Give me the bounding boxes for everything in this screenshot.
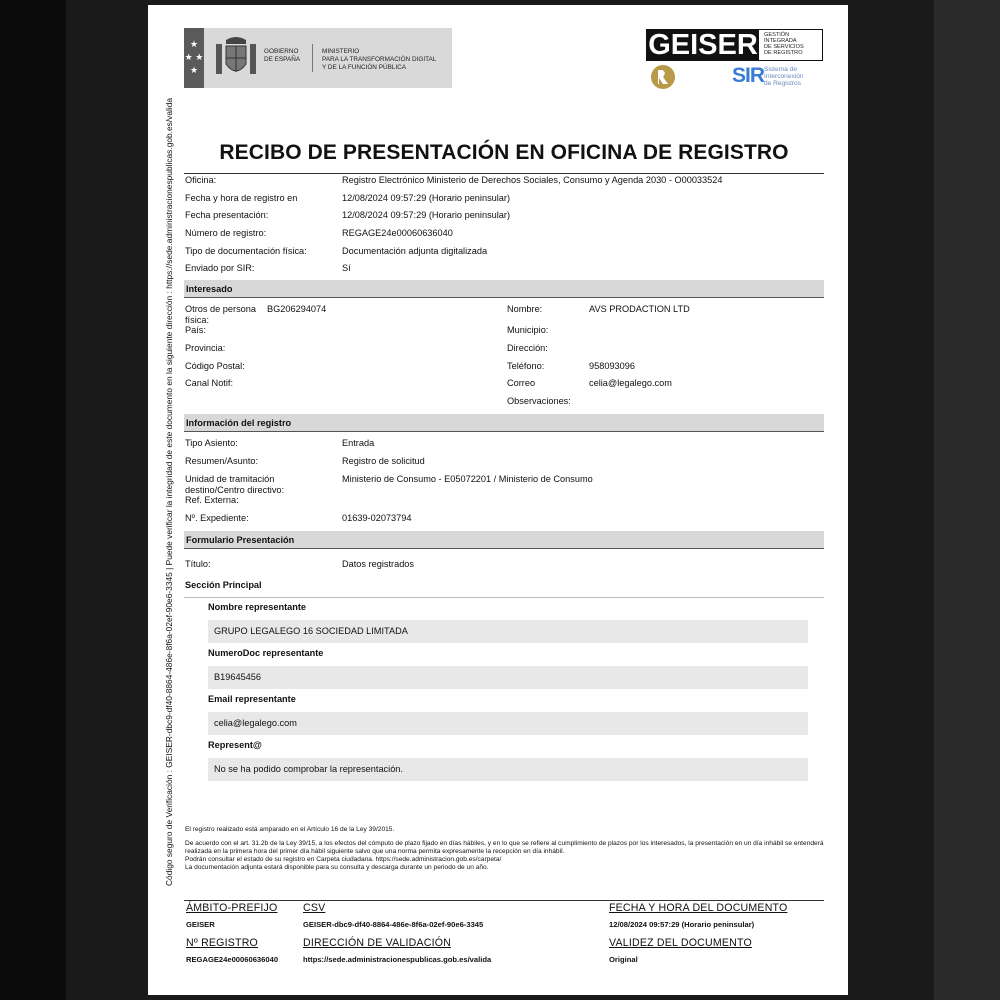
numerodoc-representante-label: NumeroDoc representante — [208, 648, 324, 658]
fecha-documento-value: 12/08/2024 09:57:29 (Horario peninsular) — [609, 920, 755, 929]
resumen-asunto-value: Registro de solicitud — [342, 456, 425, 466]
nombre-representante-label: Nombre representante — [208, 602, 307, 612]
tipo-asiento-label: Tipo Asiento: — [185, 438, 238, 448]
info-registro-section-header: Información del registro — [184, 414, 824, 432]
coat-of-arms-icon — [214, 34, 258, 82]
validez-documento-label: VALIDEZ DEL DOCUMENTO — [609, 937, 752, 949]
ref-externa-label: Ref. Externa: — [185, 495, 239, 505]
titulo-label: Título: — [185, 559, 211, 569]
canal-notif-label: Canal Notif: — [185, 378, 234, 388]
sir-logo: SIR — [732, 64, 765, 87]
fecha-registro-value: 12/08/2024 09:57:29 (Horario peninsular) — [342, 193, 511, 203]
oficina-value: Registro Electrónico Ministerio de Derechos Sociales, Consumo y Agenda 2030 - O00033524 — [342, 175, 723, 185]
ambito-prefijo-label: ÁMBITO-PREFIJO — [186, 902, 278, 914]
tipo-documentacion-value: Documentación adjunta digitalizada — [342, 246, 488, 256]
numerodoc-representante-value: B19645456 — [208, 666, 808, 689]
interesado-section-header: Interesado — [184, 280, 824, 298]
pais-label: País: — [185, 325, 206, 335]
seccion-principal-heading: Sección Principal — [185, 580, 262, 590]
oficina-label: Oficina: — [185, 175, 217, 185]
document-title: RECIBO DE PRESENTACIÓN EN OFICINA DE REGISTRO — [219, 141, 789, 164]
registry-seal-icon — [650, 64, 676, 90]
footer-divider — [184, 900, 824, 901]
formulario-section-header: Formulario Presentación — [184, 531, 824, 549]
nombre-representante-value: GRUPO LEGALEGO 16 SOCIEDAD LIMITADA — [208, 620, 808, 643]
geiser-subtitle: GESTIÓN INTEGRADA DE SERVICIOS DE REGISTRO — [764, 32, 804, 56]
ministerio-label: MINISTERIO PARA LA TRANSFORMACIÓN DIGITAL Y DE LA FUNCIÓN PÚBLICA — [322, 48, 437, 71]
csv-label: CSV — [303, 902, 326, 914]
correo-value: celia@legalego.com — [589, 378, 672, 388]
legal-availability-note: La documentación adjunta estará disponible para su consulta y descarga durante un periodo de un año. — [185, 864, 489, 871]
logo-separator — [312, 44, 313, 72]
email-representante-label: Email representante — [208, 694, 296, 704]
fecha-registro-label: Fecha y hora de registro en — [185, 193, 298, 203]
geiser-wordmark: GEISER — [648, 29, 758, 61]
ambito-prefijo-value: GEISER — [186, 920, 215, 929]
represent-label: Represent@ — [208, 740, 262, 750]
unidad-tramitacion-label: Unidad de tramitación destino/Centro directivo: — [185, 474, 285, 495]
otros-persona-value: BG206294074 — [267, 304, 327, 314]
tipo-documentacion-label: Tipo de documentación física: — [185, 246, 307, 256]
enviado-sir-value: Sí — [342, 263, 351, 273]
represent-value: No se ha podido comprobar la representación. — [208, 758, 808, 781]
municipio-label: Municipio: — [507, 325, 549, 335]
fecha-presentacion-value: 12/08/2024 09:57:29 (Horario peninsular) — [342, 210, 511, 220]
fecha-presentacion-label: Fecha presentación: — [185, 210, 269, 220]
unidad-tramitacion-value: Ministerio de Consumo - E05072201 / Ministerio de Consumo — [342, 474, 593, 484]
telefono-label: Teléfono: — [507, 361, 545, 371]
geiser-logo — [646, 29, 823, 61]
numero-registro-value: REGAGE24e00060636040 — [342, 228, 453, 238]
expediente-value: 01639-02073794 — [342, 513, 412, 523]
gobierno-label: GOBIERNO DE ESPAÑA — [264, 48, 301, 63]
numero-registro-label: Número de registro: — [185, 228, 267, 238]
observaciones-label: Observaciones: — [507, 396, 571, 406]
resumen-asunto-label: Resumen/Asunto: — [185, 456, 259, 466]
legal-deadline-paragraph: De acuerdo con el art. 31.2b de la Ley 39/15, a los efectos del cómputo de plazo fijado en días hábiles, y en lo que se refiere al cumplimiento de plazos por los interesados, la presentación en un día inhábil se entenderá realizada en la primera hora del primer día hábil siguiente salvo que una norma permita expresamente la recepción en día inhábil. — [185, 840, 824, 855]
correo-label: Correo — [507, 378, 536, 388]
direccion-validacion-value[interactable]: https://sede.administracionespublicas.gob.es/valida — [303, 955, 492, 964]
otros-persona-label: Otros de persona física: — [185, 304, 256, 325]
title-divider — [184, 173, 824, 174]
legal-article-note: El registro realizado está amparado en el Artículo 16 de la Ley 39/2015. — [185, 826, 395, 833]
side-verification-text: Código seguro de Verificación : GEISER-dbc9-df40-8864-486e-8f6a-02ef-90e6-3345 | Puede verificar la integridad de este documento en la siguiente dirección : https://sede.administracionespublicas.gob.es/valida — [164, 97, 174, 886]
validez-documento-value: Original — [609, 955, 638, 964]
tipo-asiento-value: Entrada — [342, 438, 375, 448]
codigo-postal-label: Código Postal: — [185, 361, 245, 371]
stars-icon: ★ ★ ★ ★ — [184, 39, 204, 75]
fecha-documento-label: FECHA Y HORA DEL DOCUMENTO — [609, 902, 788, 914]
titulo-value: Datos registrados — [342, 559, 415, 569]
legal-carpeta-note: Podrán consultar el estado de su registro en Carpeta ciudadana. https://sede.administracion.gob.es/carpeta/ — [185, 856, 502, 863]
direccion-validacion-label: DIRECCIÓN DE VALIDACIÓN — [303, 937, 452, 949]
nombre-label: Nombre: — [507, 304, 543, 314]
seccion-divider — [184, 597, 824, 598]
right-dark-border — [934, 0, 1000, 1000]
email-representante-value: celia@legalego.com — [208, 712, 808, 735]
enviado-sir-label: Enviado por SIR: — [185, 263, 255, 273]
numero-registro-footer-value: REGAGE24e00060636040 — [186, 955, 279, 964]
sir-subtitle: Sistema de Interconexión de Registros — [764, 66, 804, 87]
nombre-value: AVS PRODACTION LTD — [589, 304, 690, 314]
provincia-label: Provincia: — [185, 343, 226, 353]
numero-registro-footer-label: Nº REGISTRO — [186, 937, 258, 949]
telefono-value: 958093096 — [589, 361, 635, 371]
gobierno-espana-logo — [184, 28, 452, 88]
left-dark-border — [0, 0, 66, 1000]
csv-value: GEISER-dbc9-df40-8864-486e-8f6a-02ef-90e6-3345 — [303, 920, 484, 929]
direccion-label: Dirección: — [507, 343, 548, 353]
expediente-label: Nº. Expediente: — [185, 513, 249, 523]
